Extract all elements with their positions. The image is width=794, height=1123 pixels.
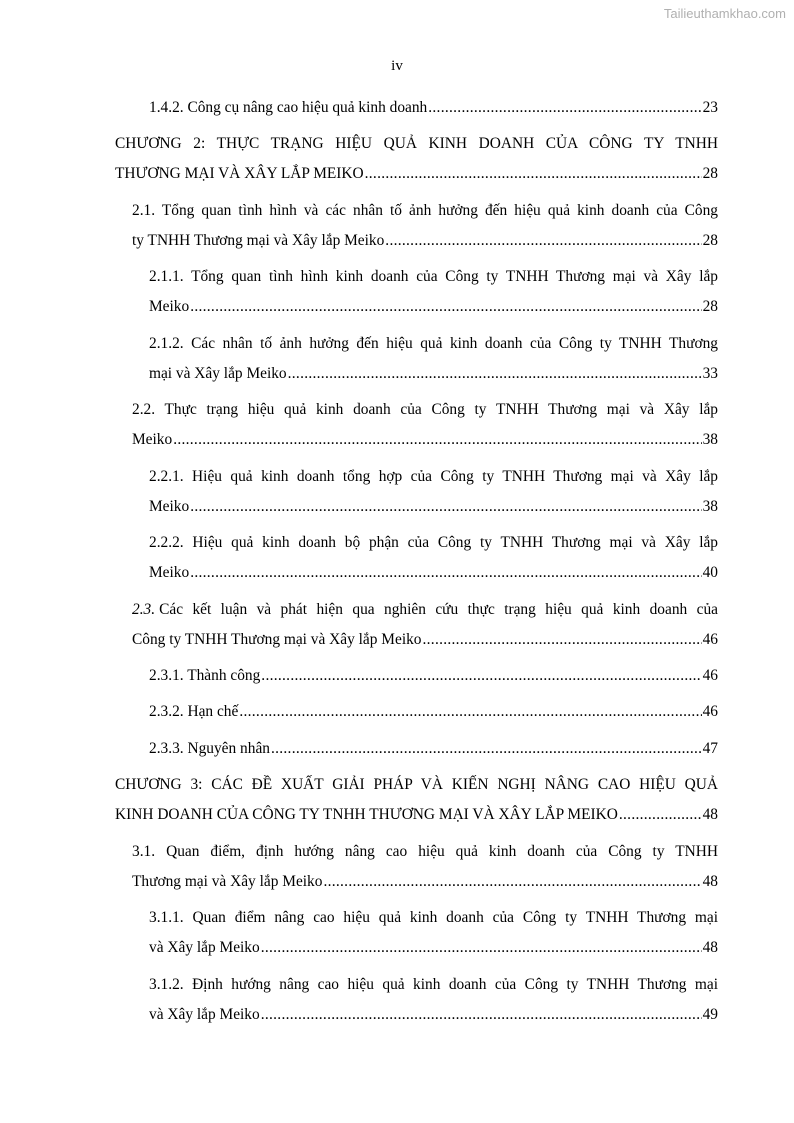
toc-entry-2-2-2-line-2[interactable]: Meiko ..... 40 [149, 562, 718, 584]
toc-entry-3-1-2-line-2[interactable]: và Xây lắp Meiko ..... 49 [149, 1004, 718, 1026]
toc-entry-1-4-2[interactable]: 1.4.2. Công cụ nâng cao hiệu quả kinh doanh ..... 23 [149, 97, 718, 119]
toc-entry-2-1-2-line-2[interactable]: mại và Xây lắp Meiko ..... 33 [149, 363, 718, 385]
toc-page-number: 48 [702, 939, 718, 956]
toc-entry-2-2-line-2[interactable]: Meiko ..... 38 [132, 429, 718, 451]
toc-entry-2-2-1-line-1[interactable]: 2.2.1. Hiệu quả kinh doanh tổng hợp của Công ty TNHH Thương mại và Xây lắp [149, 468, 718, 485]
toc-page-number: 46 [702, 703, 718, 720]
toc-entry-3-1-line-1[interactable]: 3.1. Quan điểm, định hướng nâng cao hiệu quả kinh doanh của Công ty TNHH [132, 843, 718, 860]
toc-entry-2-2-line-1[interactable]: 2.2. Thực trạng hiệu quả kinh doanh của Công ty TNHH Thương mại và Xây lắp [132, 401, 718, 418]
toc-entry-2-1-line-1[interactable]: 2.1. Tổng quan tình hình và các nhân tố ảnh hưởng đến hiệu quả kinh doanh của Công [132, 202, 718, 219]
toc-page-number: 28 [702, 165, 718, 182]
toc-page-number: 28 [702, 232, 718, 249]
toc-entry-2-1-line-2[interactable]: ty TNHH Thương mại và Xây lắp Meiko ..... 28 [132, 230, 718, 252]
watermark-text: Tailieuthamkhao.com [663, 6, 786, 21]
toc-entry-2-3-1[interactable]: 2.3.1. Thành công ..... 46 [149, 665, 718, 687]
toc-page-number: 38 [702, 431, 718, 448]
toc-entry-2-3-line-2[interactable]: Công ty TNHH Thương mại và Xây lắp Meiko ..... 46 [132, 629, 718, 651]
toc-page-number: 33 [702, 365, 718, 382]
toc-page-number: 23 [702, 99, 718, 116]
toc-entry-2-3-3[interactable]: 2.3.3. Nguyên nhân ..... 47 [149, 738, 718, 760]
toc-entry-2-1-2-line-1[interactable]: 2.1.2. Các nhân tố ảnh hưởng đến hiệu quả kinh doanh của Công ty TNHH Thương [149, 335, 718, 352]
toc-page-number: 47 [702, 740, 718, 757]
toc-entry-2-1-1-line-1[interactable]: 2.1.1. Tổng quan tình hình kinh doanh của Công ty TNHH Thương mại và Xây lắp [149, 268, 718, 285]
toc-chapter-2-line-1[interactable]: CHƯƠNG 2: THỰC TRẠNG HIỆU QUẢ KINH DOANH CỦA CÔNG TY TNHH [115, 135, 718, 152]
toc-page-number: 48 [702, 806, 718, 823]
toc-page-number: 48 [702, 873, 718, 890]
toc-page-number: 49 [702, 1006, 718, 1023]
toc-entry-3-1-line-2[interactable]: Thương mại và Xây lắp Meiko ..... 48 [132, 871, 718, 893]
page-number: iv [391, 58, 403, 74]
toc-entry-2-2-1-line-2[interactable]: Meiko ..... 38 [149, 496, 718, 518]
toc-entry-3-1-2-line-1[interactable]: 3.1.2. Định hướng nâng cao hiệu quả kinh doanh của Công ty TNHH Thương mại [149, 976, 718, 993]
toc-entry-3-1-1-line-2[interactable]: và Xây lắp Meiko ..... 48 [149, 937, 718, 959]
toc-page-number: 28 [702, 298, 718, 315]
toc-chapter-3-line-2[interactable]: KINH DOANH CỦA CÔNG TY TNHH THƯƠNG MẠI VÀ XÂY LẮP MEIKO ..... 48 [115, 804, 718, 826]
toc-entry-2-3-line-1[interactable]: 2.3. Các kết luận và phát hiện qua nghiên cứu thực trạng hiệu quả kinh doanh của [132, 601, 718, 618]
toc-entry-3-1-1-line-1[interactable]: 3.1.1. Quan điểm nâng cao hiệu quả kinh doanh của Công ty TNHH Thương mại [149, 909, 718, 926]
toc-page-number: 46 [702, 667, 718, 684]
toc-page-number: 38 [702, 498, 718, 515]
toc-entry-2-2-2-line-1[interactable]: 2.2.2. Hiệu quả kinh doanh bộ phận của Công ty TNHH Thương mại và Xây lắp [149, 534, 718, 551]
toc-page-number: 46 [702, 631, 718, 648]
toc-chapter-2-line-2[interactable]: THƯƠNG MẠI VÀ XÂY LẮP MEIKO ..... 28 [115, 163, 718, 185]
toc-entry-2-3-2[interactable]: 2.3.2. Hạn chế ..... 46 [149, 701, 718, 723]
toc-chapter-3-line-1[interactable]: CHƯƠNG 3: CÁC ĐỀ XUẤT GIẢI PHÁP VÀ KIẾN NGHỊ NÂNG CAO HIỆU QUẢ [115, 776, 718, 793]
toc-page-number: 40 [702, 564, 718, 581]
toc-entry-2-1-1-line-2[interactable]: Meiko ..... 28 [149, 296, 718, 318]
